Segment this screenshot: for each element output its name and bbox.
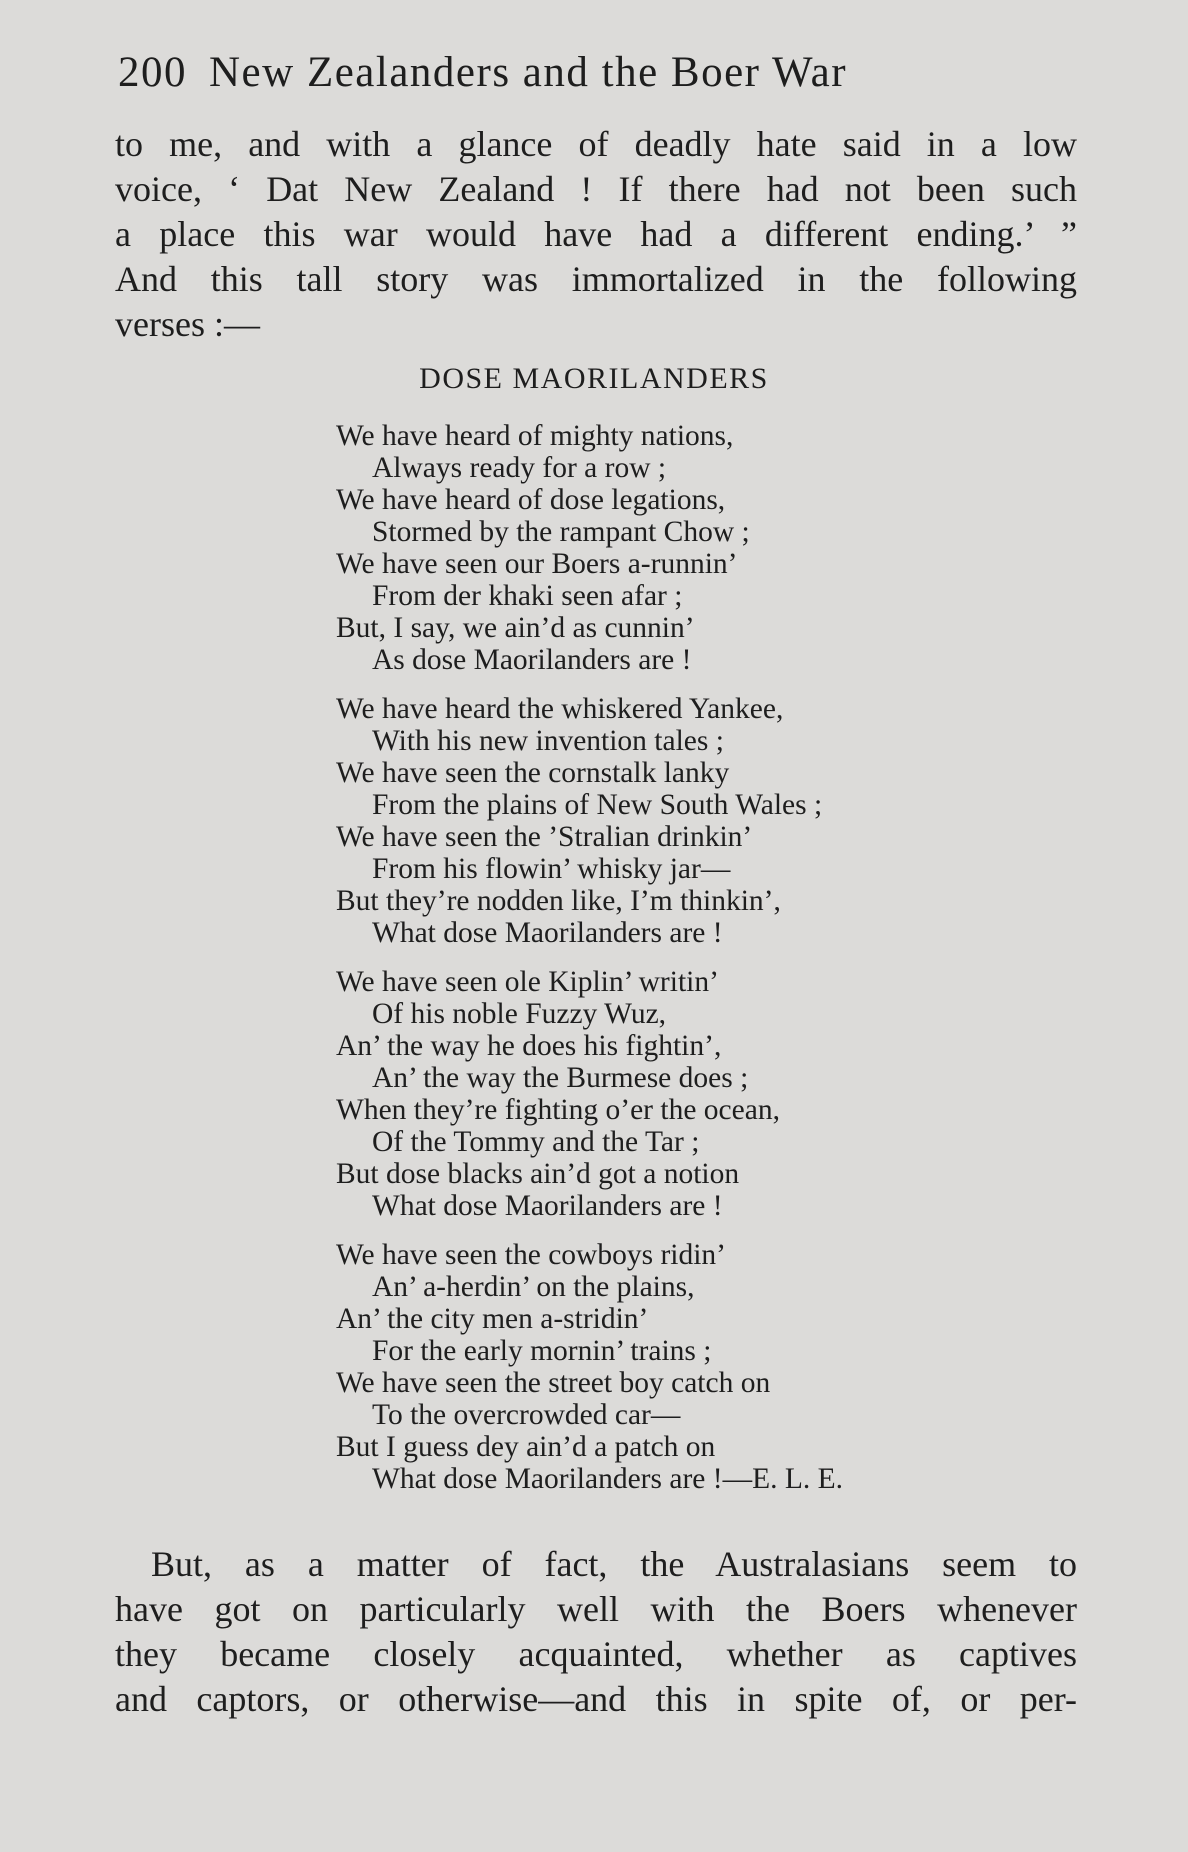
text-line: and captors, or otherwise—and this in spite of, or per- — [115, 1679, 1077, 1719]
text-line: have got on particularly well with the Boers whenever — [115, 1589, 1077, 1629]
stanza-1 — [336, 420, 1036, 676]
poem-line: Of the Tommy and the Tar ; — [372, 1126, 700, 1158]
poem-line: But they’re nodden like, I’m thinkin’, — [336, 885, 781, 917]
poem-line: An’ the city men a-stridin’ — [336, 1303, 649, 1335]
text-line: verses :— — [115, 304, 260, 344]
poem-line: To the overcrowded car— — [372, 1399, 681, 1431]
poem-line: We have heard the whiskered Yankee, — [336, 693, 784, 725]
poem-line: What dose Maorilanders are ! — [372, 1190, 723, 1222]
poem-title: DOSE MAORILANDERS — [419, 362, 769, 395]
stanza-3 — [336, 966, 1036, 1222]
poem-line: For the early mornin’ trains ; — [372, 1335, 712, 1367]
poem-line: We have heard of mighty nations, — [336, 420, 734, 452]
text-line: And this tall story was immortalized in the following — [115, 259, 1077, 299]
poem-line: With his new invention tales ; — [372, 725, 724, 757]
poem-line: Always ready for a row ; — [372, 452, 667, 484]
stanza-4 — [336, 1239, 1036, 1495]
text-line: But, as a matter of fact, the Australasians seem to — [115, 1544, 1077, 1584]
poem-line: We have heard of dose legations, — [336, 484, 726, 516]
paragraph-conclusion — [115, 1542, 1077, 1722]
poem-line: We have seen ole Kiplin’ writin’ — [336, 966, 719, 998]
poem-body — [336, 420, 1036, 1512]
poem-line: From the plains of New South Wales ; — [372, 789, 823, 821]
text-line: they became closely acquainted, whether as captives — [115, 1634, 1077, 1674]
running-title: New Zealanders and the Boer War — [209, 49, 848, 96]
poem-line: We have seen the cornstalk lanky — [336, 757, 730, 789]
page-number: 200 — [118, 49, 187, 96]
poem-line: Stormed by the rampant Chow ; — [372, 516, 750, 548]
poem-line: We have seen the cowboys ridin’ — [336, 1239, 727, 1271]
stanza-2 — [336, 693, 1036, 949]
poem-line: We have seen the ’Stralian drinkin’ — [336, 821, 753, 853]
poem-line: From der khaki seen afar ; — [372, 580, 683, 612]
poem-line: What dose Maorilanders are !—E. L. E. — [372, 1463, 844, 1495]
poem-line: We have seen our Boers a-runnin’ — [336, 548, 738, 580]
poem-line: An’ the way he does his fightin’, — [336, 1030, 722, 1062]
poem-line: An’ the way the Burmese does ; — [372, 1062, 749, 1094]
text-line: a place this war would have had a different ending.’ ” — [115, 214, 1077, 254]
paragraph-intro — [115, 122, 1077, 347]
poem-line: But dose blacks ain’d got a notion — [336, 1158, 740, 1190]
poem-line: As dose Maorilanders are ! — [372, 644, 692, 676]
poem-line: We have seen the street boy catch on — [336, 1367, 771, 1399]
poem-line: But, I say, we ain’d as cunnin’ — [336, 612, 695, 644]
poem-line: When they’re fighting o’er the ocean, — [336, 1094, 780, 1126]
poem-line: What dose Maorilanders are ! — [372, 917, 723, 949]
poem-line: Of his noble Fuzzy Wuz, — [372, 998, 667, 1030]
text-line: voice, ‘ Dat New Zealand ! If there had not been such — [115, 169, 1077, 209]
poem-line: An’ a-herdin’ on the plains, — [372, 1271, 695, 1303]
text-line: to me, and with a glance of deadly hate said in a low — [115, 124, 1077, 164]
poem-line: But I guess dey ain’d a patch on — [336, 1431, 716, 1463]
running-header — [118, 48, 1068, 97]
poem-line: From his flowin’ whisky jar— — [372, 853, 731, 885]
